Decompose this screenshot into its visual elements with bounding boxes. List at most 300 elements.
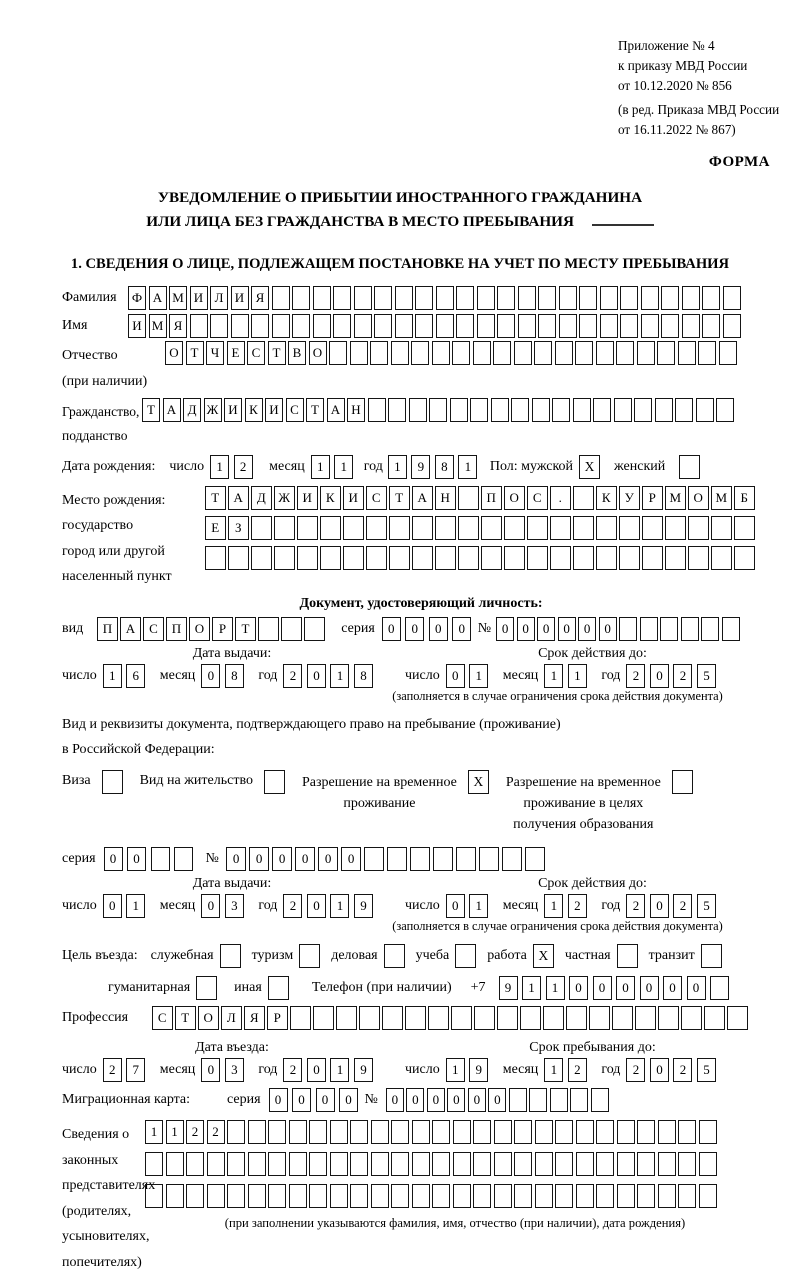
char-cell[interactable]: М bbox=[169, 286, 187, 310]
char-cell[interactable] bbox=[525, 847, 546, 871]
char-cell[interactable] bbox=[412, 1184, 430, 1208]
char-cell[interactable]: С bbox=[366, 486, 387, 510]
char-cell[interactable]: 0 bbox=[201, 894, 220, 918]
birth-place-field-1[interactable] bbox=[205, 486, 757, 510]
char-cell[interactable] bbox=[432, 1152, 450, 1176]
char-cell[interactable]: 2 bbox=[568, 894, 587, 918]
char-cell[interactable] bbox=[511, 398, 529, 422]
char-cell[interactable] bbox=[634, 398, 652, 422]
char-cell[interactable] bbox=[350, 1120, 368, 1144]
char-cell[interactable] bbox=[371, 1120, 389, 1144]
char-cell[interactable] bbox=[616, 341, 634, 365]
char-cell[interactable]: А bbox=[120, 617, 141, 641]
char-cell[interactable] bbox=[304, 617, 325, 641]
char-cell[interactable] bbox=[559, 286, 577, 310]
char-cell[interactable] bbox=[641, 314, 659, 338]
char-cell[interactable] bbox=[474, 1006, 495, 1030]
char-cell[interactable]: 2 bbox=[626, 894, 645, 918]
char-cell[interactable] bbox=[573, 516, 594, 540]
char-cell[interactable] bbox=[477, 314, 495, 338]
char-cell[interactable] bbox=[481, 516, 502, 540]
char-cell[interactable] bbox=[313, 1006, 334, 1030]
char-cell[interactable] bbox=[661, 286, 679, 310]
char-cell[interactable] bbox=[336, 1006, 357, 1030]
char-cell[interactable] bbox=[491, 398, 509, 422]
char-cell[interactable]: 2 bbox=[568, 1058, 587, 1082]
char-cell[interactable]: 1 bbox=[446, 1058, 465, 1082]
char-cell[interactable]: А bbox=[149, 286, 167, 310]
visa-checkbox[interactable] bbox=[102, 770, 123, 794]
char-cell[interactable] bbox=[354, 314, 372, 338]
char-cell[interactable] bbox=[432, 1184, 450, 1208]
char-cell[interactable]: 1 bbox=[330, 1058, 349, 1082]
char-cell[interactable]: 0 bbox=[201, 1058, 220, 1082]
char-cell[interactable]: О bbox=[309, 341, 327, 365]
char-cell[interactable] bbox=[329, 341, 347, 365]
char-cell[interactable]: 0 bbox=[318, 847, 339, 871]
char-cell[interactable] bbox=[682, 314, 700, 338]
char-cell[interactable] bbox=[274, 546, 295, 570]
char-cell[interactable]: 1 bbox=[334, 455, 353, 479]
representatives-field-3[interactable] bbox=[145, 1184, 765, 1208]
char-cell[interactable]: А bbox=[163, 398, 181, 422]
char-cell[interactable] bbox=[550, 546, 571, 570]
doc-series-field[interactable] bbox=[382, 617, 476, 641]
char-cell[interactable]: О bbox=[504, 486, 525, 510]
char-cell[interactable]: М bbox=[665, 486, 686, 510]
char-cell[interactable]: 5 bbox=[697, 894, 716, 918]
char-cell[interactable] bbox=[350, 1152, 368, 1176]
char-cell[interactable]: 0 bbox=[496, 617, 514, 641]
doc-valid-month[interactable] bbox=[544, 664, 591, 688]
char-cell[interactable] bbox=[550, 516, 571, 540]
char-cell[interactable]: 0 bbox=[316, 1088, 335, 1112]
surname-field[interactable] bbox=[128, 286, 743, 310]
char-cell[interactable] bbox=[412, 516, 433, 540]
char-cell[interactable]: 0 bbox=[307, 664, 326, 688]
char-cell[interactable]: 0 bbox=[339, 1088, 358, 1112]
char-cell[interactable] bbox=[289, 1152, 307, 1176]
char-cell[interactable] bbox=[371, 1152, 389, 1176]
char-cell[interactable] bbox=[207, 1184, 225, 1208]
char-cell[interactable]: 0 bbox=[104, 847, 123, 871]
char-cell[interactable]: 0 bbox=[446, 664, 465, 688]
char-cell[interactable] bbox=[391, 1184, 409, 1208]
char-cell[interactable] bbox=[727, 1006, 748, 1030]
char-cell[interactable] bbox=[688, 546, 709, 570]
char-cell[interactable]: 0 bbox=[593, 976, 612, 1000]
char-cell[interactable] bbox=[494, 1120, 512, 1144]
char-cell[interactable] bbox=[619, 516, 640, 540]
char-cell[interactable]: 0 bbox=[650, 1058, 669, 1082]
profession-field[interactable] bbox=[152, 1006, 750, 1030]
char-cell[interactable]: Ж bbox=[274, 486, 295, 510]
char-cell[interactable]: О bbox=[165, 341, 183, 365]
doc-kind-field[interactable] bbox=[97, 617, 327, 641]
char-cell[interactable] bbox=[579, 314, 597, 338]
char-cell[interactable] bbox=[699, 1184, 717, 1208]
char-cell[interactable]: 2 bbox=[234, 455, 253, 479]
char-cell[interactable]: 0 bbox=[447, 1088, 465, 1112]
char-cell[interactable] bbox=[370, 341, 388, 365]
char-cell[interactable] bbox=[227, 1152, 245, 1176]
char-cell[interactable] bbox=[395, 286, 413, 310]
char-cell[interactable] bbox=[534, 341, 552, 365]
char-cell[interactable] bbox=[473, 1120, 491, 1144]
residence-valid-year[interactable] bbox=[626, 894, 720, 918]
char-cell[interactable]: С bbox=[527, 486, 548, 510]
char-cell[interactable]: 0 bbox=[295, 847, 316, 871]
char-cell[interactable] bbox=[395, 314, 413, 338]
char-cell[interactable]: 1 bbox=[210, 455, 229, 479]
char-cell[interactable] bbox=[600, 286, 618, 310]
char-cell[interactable] bbox=[514, 1152, 532, 1176]
char-cell[interactable]: 0 bbox=[269, 1088, 288, 1112]
char-cell[interactable]: Ф bbox=[128, 286, 146, 310]
char-cell[interactable] bbox=[658, 1184, 676, 1208]
char-cell[interactable]: О bbox=[189, 617, 210, 641]
char-cell[interactable]: 9 bbox=[499, 976, 518, 1000]
char-cell[interactable]: 2 bbox=[673, 894, 692, 918]
char-cell[interactable]: М bbox=[711, 486, 732, 510]
char-cell[interactable] bbox=[596, 341, 614, 365]
char-cell[interactable] bbox=[251, 314, 269, 338]
char-cell[interactable]: И bbox=[297, 486, 318, 510]
phone-field[interactable] bbox=[499, 976, 734, 1000]
entry-day[interactable] bbox=[103, 1058, 150, 1082]
char-cell[interactable] bbox=[493, 341, 511, 365]
migration-series-field[interactable] bbox=[269, 1088, 363, 1112]
char-cell[interactable] bbox=[555, 1184, 573, 1208]
char-cell[interactable]: Т bbox=[389, 486, 410, 510]
char-cell[interactable]: Д bbox=[183, 398, 201, 422]
char-cell[interactable] bbox=[405, 1006, 426, 1030]
char-cell[interactable] bbox=[682, 286, 700, 310]
char-cell[interactable]: 1 bbox=[544, 1058, 563, 1082]
char-cell[interactable]: 2 bbox=[103, 1058, 122, 1082]
char-cell[interactable] bbox=[333, 286, 351, 310]
char-cell[interactable] bbox=[268, 1152, 286, 1176]
residence-series-field[interactable] bbox=[104, 847, 198, 871]
name-field[interactable] bbox=[128, 314, 743, 338]
char-cell[interactable] bbox=[640, 617, 658, 641]
char-cell[interactable] bbox=[389, 546, 410, 570]
temp-permit-edu-checkbox[interactable] bbox=[672, 770, 693, 794]
char-cell[interactable]: 0 bbox=[382, 617, 401, 641]
char-cell[interactable] bbox=[207, 1152, 225, 1176]
char-cell[interactable] bbox=[701, 617, 719, 641]
char-cell[interactable] bbox=[436, 286, 454, 310]
char-cell[interactable] bbox=[497, 314, 515, 338]
char-cell[interactable] bbox=[458, 546, 479, 570]
char-cell[interactable] bbox=[529, 1088, 547, 1112]
char-cell[interactable]: 2 bbox=[283, 1058, 302, 1082]
char-cell[interactable]: 0 bbox=[687, 976, 706, 1000]
char-cell[interactable]: 8 bbox=[225, 664, 244, 688]
doc-valid-day[interactable] bbox=[446, 664, 493, 688]
char-cell[interactable] bbox=[453, 1120, 471, 1144]
patronymic-field[interactable] bbox=[165, 341, 739, 365]
char-cell[interactable] bbox=[350, 1184, 368, 1208]
char-cell[interactable] bbox=[251, 546, 272, 570]
char-cell[interactable] bbox=[617, 1120, 635, 1144]
char-cell[interactable]: 5 bbox=[697, 664, 716, 688]
char-cell[interactable] bbox=[251, 516, 272, 540]
char-cell[interactable] bbox=[366, 546, 387, 570]
char-cell[interactable] bbox=[504, 516, 525, 540]
char-cell[interactable] bbox=[330, 1184, 348, 1208]
char-cell[interactable] bbox=[596, 1152, 614, 1176]
char-cell[interactable] bbox=[231, 314, 249, 338]
char-cell[interactable] bbox=[722, 617, 740, 641]
char-cell[interactable] bbox=[432, 1120, 450, 1144]
purpose-other-checkbox[interactable] bbox=[268, 976, 289, 1000]
char-cell[interactable] bbox=[658, 1152, 676, 1176]
char-cell[interactable]: 2 bbox=[673, 1058, 692, 1082]
char-cell[interactable] bbox=[665, 516, 686, 540]
char-cell[interactable]: К bbox=[245, 398, 263, 422]
char-cell[interactable]: Р bbox=[212, 617, 233, 641]
char-cell[interactable] bbox=[514, 341, 532, 365]
char-cell[interactable] bbox=[535, 1120, 553, 1144]
char-cell[interactable]: О bbox=[688, 486, 709, 510]
char-cell[interactable] bbox=[359, 1006, 380, 1030]
char-cell[interactable] bbox=[612, 1006, 633, 1030]
char-cell[interactable] bbox=[619, 546, 640, 570]
char-cell[interactable] bbox=[309, 1184, 327, 1208]
char-cell[interactable]: К bbox=[320, 486, 341, 510]
char-cell[interactable] bbox=[678, 1184, 696, 1208]
char-cell[interactable] bbox=[456, 847, 477, 871]
purpose-study-checkbox[interactable] bbox=[455, 944, 476, 968]
char-cell[interactable] bbox=[389, 516, 410, 540]
char-cell[interactable] bbox=[205, 546, 226, 570]
char-cell[interactable] bbox=[596, 516, 617, 540]
char-cell[interactable] bbox=[409, 398, 427, 422]
char-cell[interactable]: 0 bbox=[429, 617, 448, 641]
char-cell[interactable] bbox=[313, 314, 331, 338]
char-cell[interactable] bbox=[456, 286, 474, 310]
char-cell[interactable] bbox=[591, 1088, 609, 1112]
char-cell[interactable]: 2 bbox=[207, 1120, 225, 1144]
char-cell[interactable]: 2 bbox=[283, 664, 302, 688]
char-cell[interactable]: 1 bbox=[522, 976, 541, 1000]
char-cell[interactable]: 9 bbox=[411, 455, 430, 479]
char-cell[interactable]: 0 bbox=[307, 894, 326, 918]
char-cell[interactable]: 8 bbox=[354, 664, 373, 688]
char-cell[interactable] bbox=[573, 486, 594, 510]
char-cell[interactable] bbox=[559, 314, 577, 338]
char-cell[interactable] bbox=[456, 314, 474, 338]
char-cell[interactable]: 0 bbox=[663, 976, 682, 1000]
char-cell[interactable] bbox=[297, 516, 318, 540]
char-cell[interactable]: 9 bbox=[354, 1058, 373, 1082]
entry-month[interactable] bbox=[201, 1058, 248, 1082]
char-cell[interactable]: 0 bbox=[578, 617, 596, 641]
char-cell[interactable]: . bbox=[550, 486, 571, 510]
char-cell[interactable] bbox=[450, 398, 468, 422]
char-cell[interactable]: Я bbox=[251, 286, 269, 310]
char-cell[interactable] bbox=[412, 1120, 430, 1144]
char-cell[interactable]: 8 bbox=[435, 455, 454, 479]
char-cell[interactable] bbox=[514, 1120, 532, 1144]
char-cell[interactable] bbox=[637, 1152, 655, 1176]
char-cell[interactable] bbox=[555, 341, 573, 365]
purpose-humanitarian-checkbox[interactable] bbox=[196, 976, 217, 1000]
char-cell[interactable] bbox=[637, 341, 655, 365]
char-cell[interactable] bbox=[538, 286, 556, 310]
char-cell[interactable] bbox=[333, 314, 351, 338]
char-cell[interactable] bbox=[190, 314, 208, 338]
char-cell[interactable]: 0 bbox=[103, 894, 122, 918]
char-cell[interactable]: 3 bbox=[225, 1058, 244, 1082]
char-cell[interactable]: 7 bbox=[126, 1058, 145, 1082]
char-cell[interactable] bbox=[699, 1120, 717, 1144]
char-cell[interactable] bbox=[292, 286, 310, 310]
char-cell[interactable] bbox=[658, 1120, 676, 1144]
char-cell[interactable]: С bbox=[247, 341, 265, 365]
char-cell[interactable]: 1 bbox=[544, 894, 563, 918]
char-cell[interactable]: 0 bbox=[406, 1088, 424, 1112]
char-cell[interactable] bbox=[227, 1120, 245, 1144]
birth-place-field-3[interactable] bbox=[205, 546, 757, 570]
char-cell[interactable] bbox=[330, 1120, 348, 1144]
char-cell[interactable]: Т bbox=[205, 486, 226, 510]
char-cell[interactable] bbox=[641, 286, 659, 310]
purpose-tourism-checkbox[interactable] bbox=[299, 944, 320, 968]
char-cell[interactable] bbox=[248, 1152, 266, 1176]
char-cell[interactable] bbox=[410, 847, 431, 871]
char-cell[interactable] bbox=[535, 1152, 553, 1176]
char-cell[interactable]: К bbox=[596, 486, 617, 510]
char-cell[interactable] bbox=[145, 1152, 163, 1176]
char-cell[interactable]: Т bbox=[268, 341, 286, 365]
char-cell[interactable]: Т bbox=[142, 398, 160, 422]
char-cell[interactable]: 1 bbox=[546, 976, 565, 1000]
char-cell[interactable] bbox=[642, 546, 663, 570]
char-cell[interactable] bbox=[289, 1184, 307, 1208]
char-cell[interactable]: 9 bbox=[469, 1058, 488, 1082]
char-cell[interactable] bbox=[387, 847, 408, 871]
char-cell[interactable] bbox=[330, 1152, 348, 1176]
residence-valid-month[interactable] bbox=[544, 894, 591, 918]
char-cell[interactable] bbox=[576, 1120, 594, 1144]
char-cell[interactable] bbox=[228, 546, 249, 570]
char-cell[interactable] bbox=[702, 314, 720, 338]
char-cell[interactable] bbox=[538, 314, 556, 338]
char-cell[interactable] bbox=[364, 847, 385, 871]
char-cell[interactable] bbox=[248, 1184, 266, 1208]
char-cell[interactable] bbox=[688, 516, 709, 540]
char-cell[interactable]: 0 bbox=[468, 1088, 486, 1112]
char-cell[interactable] bbox=[272, 314, 290, 338]
char-cell[interactable] bbox=[477, 286, 495, 310]
char-cell[interactable] bbox=[297, 546, 318, 570]
purpose-official-checkbox[interactable] bbox=[220, 944, 241, 968]
char-cell[interactable] bbox=[320, 516, 341, 540]
purpose-transit-checkbox[interactable] bbox=[701, 944, 722, 968]
char-cell[interactable] bbox=[248, 1120, 266, 1144]
char-cell[interactable] bbox=[678, 1152, 696, 1176]
char-cell[interactable] bbox=[388, 398, 406, 422]
char-cell[interactable] bbox=[451, 1006, 472, 1030]
doc-number-field[interactable] bbox=[496, 617, 742, 641]
char-cell[interactable]: 0 bbox=[452, 617, 471, 641]
char-cell[interactable]: Л bbox=[210, 286, 228, 310]
char-cell[interactable] bbox=[681, 1006, 702, 1030]
char-cell[interactable] bbox=[658, 1006, 679, 1030]
char-cell[interactable] bbox=[593, 398, 611, 422]
char-cell[interactable]: И bbox=[265, 398, 283, 422]
char-cell[interactable] bbox=[453, 1152, 471, 1176]
char-cell[interactable] bbox=[368, 398, 386, 422]
char-cell[interactable]: 0 bbox=[558, 617, 576, 641]
char-cell[interactable] bbox=[473, 341, 491, 365]
purpose-work-checkbox[interactable]: X bbox=[533, 944, 554, 968]
char-cell[interactable] bbox=[723, 314, 741, 338]
char-cell[interactable]: И bbox=[343, 486, 364, 510]
char-cell[interactable] bbox=[458, 516, 479, 540]
char-cell[interactable] bbox=[412, 1152, 430, 1176]
char-cell[interactable] bbox=[151, 847, 170, 871]
char-cell[interactable] bbox=[596, 1120, 614, 1144]
char-cell[interactable] bbox=[453, 1184, 471, 1208]
char-cell[interactable] bbox=[552, 398, 570, 422]
citizenship-field[interactable] bbox=[142, 398, 737, 422]
char-cell[interactable] bbox=[514, 1184, 532, 1208]
char-cell[interactable] bbox=[274, 516, 295, 540]
char-cell[interactable] bbox=[309, 1120, 327, 1144]
char-cell[interactable] bbox=[415, 286, 433, 310]
char-cell[interactable] bbox=[309, 1152, 327, 1176]
char-cell[interactable]: 5 bbox=[697, 1058, 716, 1082]
char-cell[interactable] bbox=[268, 1184, 286, 1208]
representatives-field-2[interactable] bbox=[145, 1152, 765, 1176]
char-cell[interactable]: М bbox=[149, 314, 167, 338]
purpose-business-checkbox[interactable] bbox=[384, 944, 405, 968]
char-cell[interactable]: 0 bbox=[650, 894, 669, 918]
char-cell[interactable] bbox=[186, 1184, 204, 1208]
char-cell[interactable] bbox=[711, 516, 732, 540]
char-cell[interactable] bbox=[518, 314, 536, 338]
char-cell[interactable]: 1 bbox=[544, 664, 563, 688]
char-cell[interactable] bbox=[518, 286, 536, 310]
char-cell[interactable] bbox=[272, 286, 290, 310]
char-cell[interactable] bbox=[620, 286, 638, 310]
temp-permit-checkbox[interactable]: X bbox=[468, 770, 489, 794]
char-cell[interactable] bbox=[435, 516, 456, 540]
char-cell[interactable]: 0 bbox=[650, 664, 669, 688]
char-cell[interactable] bbox=[391, 1120, 409, 1144]
residence-permit-checkbox[interactable] bbox=[264, 770, 285, 794]
char-cell[interactable]: И bbox=[190, 286, 208, 310]
char-cell[interactable]: П bbox=[481, 486, 502, 510]
char-cell[interactable] bbox=[637, 1184, 655, 1208]
char-cell[interactable]: 1 bbox=[103, 664, 122, 688]
char-cell[interactable]: 0 bbox=[640, 976, 659, 1000]
char-cell[interactable]: Л bbox=[221, 1006, 242, 1030]
residence-number-field[interactable] bbox=[226, 847, 548, 871]
char-cell[interactable]: С bbox=[143, 617, 164, 641]
doc-issue-day[interactable] bbox=[103, 664, 150, 688]
char-cell[interactable] bbox=[675, 398, 693, 422]
char-cell[interactable]: 2 bbox=[186, 1120, 204, 1144]
char-cell[interactable] bbox=[635, 1006, 656, 1030]
stay-month[interactable] bbox=[544, 1058, 591, 1082]
char-cell[interactable]: 0 bbox=[249, 847, 270, 871]
char-cell[interactable] bbox=[696, 398, 714, 422]
char-cell[interactable] bbox=[497, 286, 515, 310]
